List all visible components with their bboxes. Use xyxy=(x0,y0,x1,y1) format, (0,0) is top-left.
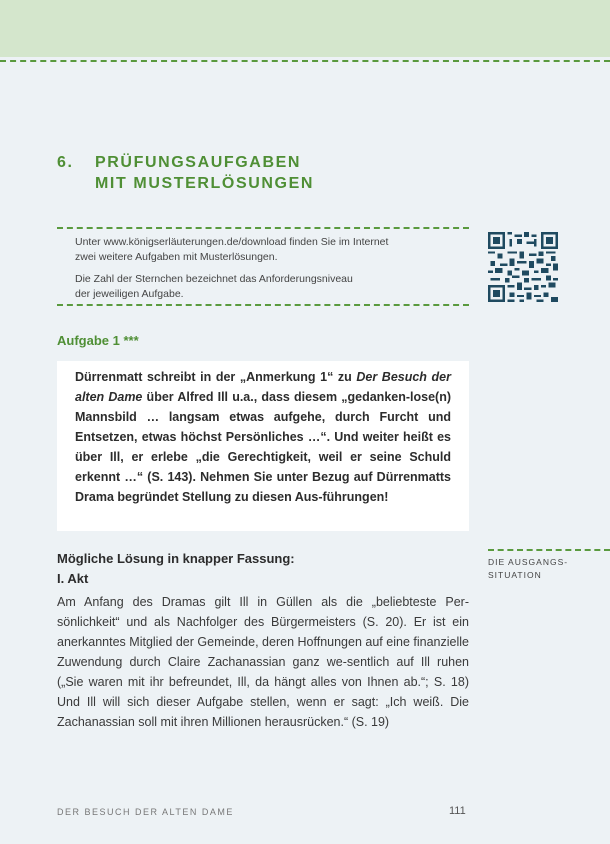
info-line-4: der jeweiligen Aufgabe. xyxy=(75,288,184,300)
sidebar-note-line2: SITUATION xyxy=(488,570,542,580)
solution-heading: Mögliche Lösung in knapper Fassung: xyxy=(57,551,295,566)
chapter-number: 6. xyxy=(57,154,74,171)
chapter-title-line1: PRÜFUNGSAUFGABEN xyxy=(95,154,302,171)
top-divider xyxy=(0,60,610,62)
task-box xyxy=(57,361,469,531)
info-line-1: Unter www.königserläuterungen.de/download finden Sie im Internet xyxy=(75,236,389,248)
task-label: Aufgabe 1 *** xyxy=(57,333,139,348)
solution-act-heading: I. Akt xyxy=(57,571,89,586)
top-band xyxy=(0,0,610,57)
sidebar-divider xyxy=(488,549,610,551)
page-number: 111 xyxy=(449,805,466,817)
info-text-block-2 xyxy=(75,272,465,302)
task-text xyxy=(75,367,451,507)
info-top-divider xyxy=(57,227,469,229)
info-line-2: zwei weitere Aufgaben mit Musterlösungen. xyxy=(75,251,278,263)
task-work-title: Der Besuch der alten Dame xyxy=(75,370,451,404)
info-line-3: Die Zahl der Sternchen bezeichnet das Anforderungsniveau xyxy=(75,273,353,285)
info-text-block-1 xyxy=(75,235,465,265)
footer-book-title: DER BESUCH DER ALTEN DAME xyxy=(57,807,234,817)
info-bottom-divider xyxy=(57,304,469,306)
qr-code-icon[interactable] xyxy=(488,232,558,302)
chapter-title-line2: MIT MUSTERLÖSUNGEN xyxy=(95,175,315,192)
task-text-after: über Alfred Ill u.a., dass diesem „gedanken-lose(n) Mannsbild … langsam etwas aufgehe, durch Furcht und Entsetzen, etwas höchst Persönliches …“. Und weiter heißt es über Ill, er erlebe „die Gerechtigkeit, weil er seine Schuld erkennt …“ (S. 143). Nehmen Sie unter Bezug auf Dürrenmatts Drama begründet Stellung zu diesen Aus-führungen! xyxy=(75,390,451,504)
sidebar-note-line1: DIE AUSGANGS- xyxy=(488,557,569,567)
solution-body-text: Am Anfang des Dramas gilt Ill in Güllen als die „beliebteste Per-sönlichkeit“ und als Nachfolger des Bürgermeisters (S. 20). Er ist ein anerkanntes Mitglied der Gemeinde, deren Hoffnungen auf eine finanzielle Zuwendung durch Claire Zachanassian ganz we-sentlich auf Ill ruhen („Sie waren mit ihr befreundet, Ill, da hängt alles von Ihnen ab.“; S. 18) Und Ill will sich dieser Aufgabe stellen, wenn er sagt: „Ich weiß. Die Zachanassian soll mit ihren Millionen herausrücken.“ (S. 19) xyxy=(57,595,469,729)
sidebar-note xyxy=(488,556,568,582)
task-text-before: Dürrenmatt schreibt in der „Anmerkung 1“ zu xyxy=(75,370,357,384)
